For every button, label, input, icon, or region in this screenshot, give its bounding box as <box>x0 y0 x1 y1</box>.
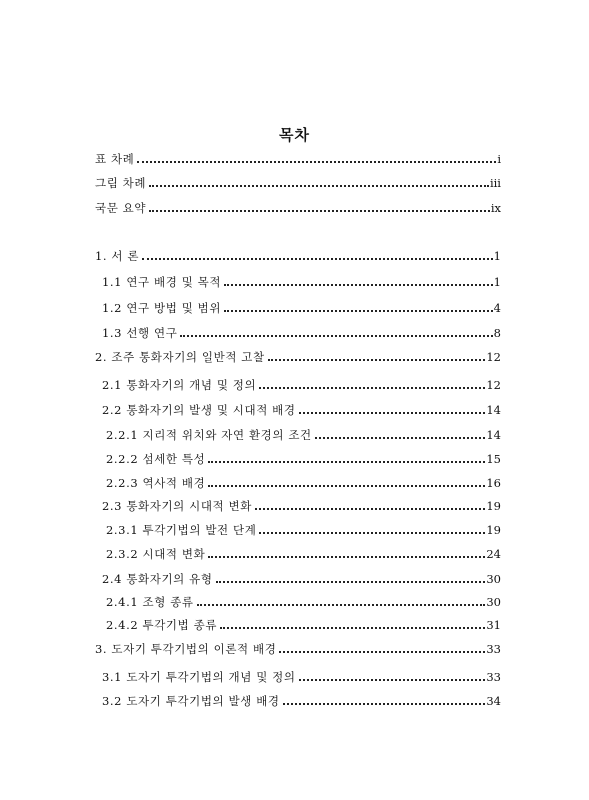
toc-entry[interactable] <box>102 692 501 708</box>
toc-entry-page: 16 <box>486 476 501 490</box>
toc-entry-title: 2. 조주 통화자기의 일반적 고찰 <box>95 350 265 364</box>
toc-entry[interactable] <box>106 593 501 609</box>
toc-entry-page: iii <box>489 176 501 190</box>
toc-entry-page: 24 <box>486 547 501 561</box>
dot-leader <box>224 310 493 312</box>
toc-entry[interactable] <box>95 174 501 190</box>
toc-entry[interactable] <box>95 199 501 215</box>
dot-leader <box>149 210 490 212</box>
toc-entry-page: 8 <box>493 326 501 340</box>
toc-entry-title: 표 차례 <box>95 152 135 166</box>
toc-entry[interactable] <box>102 273 501 289</box>
toc-entry[interactable] <box>95 247 501 263</box>
toc-entry[interactable] <box>102 570 501 586</box>
toc-entry-title: 2.2.1 지리적 위치와 자연 환경의 조건 <box>106 428 312 442</box>
toc-entry-page: 34 <box>486 694 501 708</box>
dot-leader <box>259 387 485 389</box>
toc-entry-title: 2.4 통화자기의 유형 <box>102 572 213 586</box>
toc-entry-page: 1 <box>493 275 501 289</box>
toc-entry-page: 14 <box>486 403 501 417</box>
toc-entry-title: 2.4.2 투각기법 종류 <box>106 618 218 632</box>
toc-entry-page: ix <box>490 201 501 215</box>
dot-leader <box>216 581 486 583</box>
toc-entry-page: 33 <box>486 642 501 656</box>
toc-entry[interactable] <box>102 299 501 315</box>
toc-entry-title: 2.3.1 투각기법의 발전 단계 <box>106 523 257 537</box>
toc-entry-title: 국문 요약 <box>95 201 147 215</box>
toc-entry-title: 3.2 도자기 투각기법의 발생 배경 <box>102 694 280 708</box>
page-title: 목차 <box>279 126 310 144</box>
toc-entry-title: 2.3 통화자기의 시대적 변화 <box>102 499 252 513</box>
toc-entry[interactable] <box>102 324 501 340</box>
toc-entry-page: 15 <box>486 452 501 466</box>
toc-entry-page: 30 <box>486 595 501 609</box>
toc-entry-title: 그림 차례 <box>95 176 147 190</box>
toc-entry-page: 31 <box>486 618 501 632</box>
dot-leader <box>142 258 493 260</box>
dot-leader <box>299 679 486 681</box>
toc-entry-title: 1.2 연구 방법 및 범위 <box>102 301 222 315</box>
dot-leader <box>279 651 485 653</box>
toc-entry-title: 2.2.3 역사적 배경 <box>106 476 206 490</box>
toc-entry[interactable] <box>95 150 501 166</box>
toc-entry[interactable] <box>106 616 501 632</box>
toc-entry-title: 1.1 연구 배경 및 목적 <box>102 275 222 289</box>
dot-leader <box>137 161 496 163</box>
dot-leader <box>283 703 486 705</box>
toc-entry-page: 12 <box>486 378 501 392</box>
dot-leader <box>224 284 493 286</box>
toc-entry-title: 1. 서 론 <box>95 249 140 263</box>
dot-leader <box>268 359 486 361</box>
toc-entry-title: 2.2 통화자기의 발생 및 시대적 배경 <box>102 403 296 417</box>
dot-leader <box>197 604 486 606</box>
toc-entry[interactable] <box>102 668 501 684</box>
toc-entry-page: 30 <box>486 572 501 586</box>
dot-leader <box>315 437 486 439</box>
dot-leader <box>208 556 485 558</box>
toc-entry[interactable] <box>106 545 501 561</box>
toc-entry-title: 3. 도자기 투각기법의 이론적 배경 <box>95 642 277 656</box>
dot-leader <box>299 412 486 414</box>
toc-entry[interactable] <box>102 497 501 513</box>
toc-entry-page: i <box>497 152 501 166</box>
toc-entry-title: 2.1 통화자기의 개념 및 정의 <box>102 378 257 392</box>
toc-entry-title: 2.2.2 섬세한 특성 <box>106 452 206 466</box>
toc-entry[interactable] <box>102 401 501 417</box>
toc-entry-title: 2.3.2 시대적 변화 <box>106 547 206 561</box>
dot-leader <box>255 508 485 510</box>
toc-entry-title: 2.4.1 조형 종류 <box>106 595 194 609</box>
toc-entry[interactable] <box>95 348 501 364</box>
toc-entry[interactable] <box>106 474 501 490</box>
toc-entry-title: 1.3 선행 연구 <box>102 326 178 340</box>
toc-entry[interactable] <box>95 640 501 656</box>
dot-leader <box>208 461 485 463</box>
toc-entry-page: 33 <box>486 670 501 684</box>
dot-leader <box>220 627 485 629</box>
toc-entry-title: 3.1 도자기 투각기법의 개념 및 정의 <box>102 670 296 684</box>
toc-entry-page: 4 <box>493 301 501 315</box>
toc-entry-page: 14 <box>486 428 501 442</box>
toc-entry-page: 12 <box>486 350 501 364</box>
dot-leader <box>180 335 492 337</box>
toc-entry[interactable] <box>102 376 501 392</box>
dot-leader <box>208 485 485 487</box>
toc-entry[interactable] <box>106 521 501 537</box>
dot-leader <box>259 532 485 534</box>
toc-entry[interactable] <box>106 450 501 466</box>
toc-entry-page: 1 <box>493 249 501 263</box>
toc-entry-page: 19 <box>486 523 501 537</box>
dot-leader <box>149 185 489 187</box>
toc-entry-page: 19 <box>486 499 501 513</box>
toc-entry[interactable] <box>106 426 501 442</box>
